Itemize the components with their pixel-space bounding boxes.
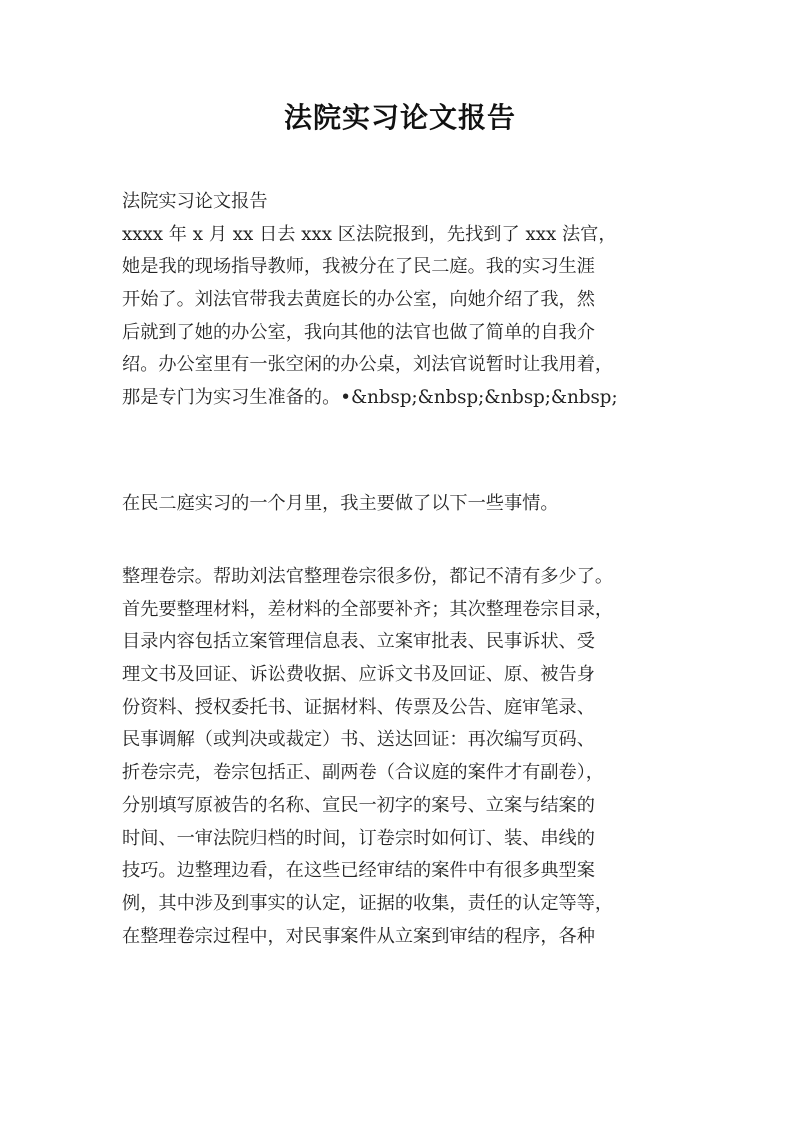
text-line: 份资料、授权委托书、证据材料、传票及公告、庭审笔录、 xyxy=(122,696,595,718)
paragraph-archive-work xyxy=(122,561,682,953)
text-line: 分别填写原被告的名称、宣民一初字的案号、立案与结案的 xyxy=(122,794,595,816)
text-line: 整理卷宗。帮助刘法官整理卷宗很多份，都记不清有多少了。 xyxy=(122,566,614,587)
text-line: 在整理卷宗过程中，对民事案件从立案到审结的程序，各种 xyxy=(122,925,595,947)
text-line: 技巧。边整理边看，在这些已经审结的案件中有很多典型案 xyxy=(122,860,595,882)
paragraph-summary xyxy=(122,488,682,521)
text-line: 在民二庭实习的一个月里，我主要做了以下一些事情。 xyxy=(122,493,559,514)
text-line: 折卷宗壳，卷宗包括正、副两卷（合议庭的案件才有副卷）， xyxy=(122,762,604,784)
document-title: 法院实习论文报告 xyxy=(283,101,516,134)
text-line: 绍。办公室里有一张空闲的办公桌，刘法官说暂时让我用着， xyxy=(122,354,614,376)
text-line: 理文书及回证、诉讼费收据、应诉文书及回证、原、被告身 xyxy=(122,664,595,686)
text-line: 那是专门为实习生准备的。•&nbsp;&nbsp;&nbsp;&nbsp; xyxy=(122,387,618,409)
paragraph-intro xyxy=(122,186,682,415)
text-line: xxxx 年 x 月 xx 日去 xxx 区法院报到，先找到了 xxx 法官， xyxy=(122,223,617,245)
text-line: 首先要整理材料，差材料的全部要补齐；其次整理卷宗目录， xyxy=(122,598,614,620)
text-line: 民事调解（或判决或裁定）书、送达回证：再次编写页码、 xyxy=(122,729,595,751)
text-line: 目录内容包括立案管理信息表、立案审批表、民事诉状、受 xyxy=(122,631,595,653)
text-line: 后就到了她的办公室，我向其他的法官也做了简单的自我介 xyxy=(122,321,595,343)
text-line: 开始了。刘法官带我去黄庭长的办公室，向她介绍了我，然 xyxy=(122,289,595,311)
text-line: 时间、一审法院归档的时间，订卷宗时如何订、装、串线的 xyxy=(122,827,595,849)
text-line: 法院实习论文报告 xyxy=(122,191,268,212)
text-line: 她是我的现场指导教师，我被分在了民二庭。我的实习生涯 xyxy=(122,256,595,278)
text-line: 例，其中涉及到事实的认定，证据的收集，责任的认定等等， xyxy=(122,892,614,914)
